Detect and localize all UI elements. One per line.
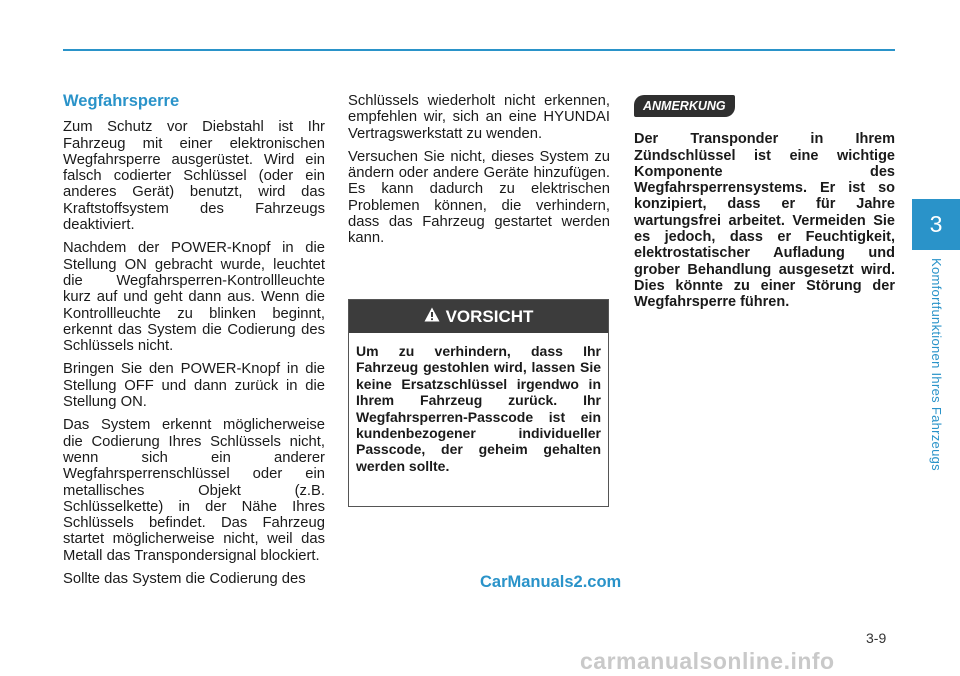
chapter-title-text: Komfortfunktionen Ihres Fahrzeugs [929,258,944,471]
paragraph: Bringen Sie den POWER-Knopf in die Stellung OFF und dann zurück in die Stellung ON. [63,361,325,411]
paragraph: Zum Schutz vor Diebstahl ist Ihr Fahrzeug mit einer elektronischen Wegfahrsperre ausgerüstet. Wird ein falsch codierter Schlüssel (oder ein anderes Gerät) benutzt, wird das Kraftstoffsystem des Fahrzeugs deaktiviert. [63,119,325,234]
caution-box [348,299,609,507]
footer-watermark: carmanualsonline.info [580,648,835,674]
watermark-link[interactable]: CarManuals2.com [480,573,622,591]
note-text: Der Transponder in Ihrem Zündschlüssel ist eine wichtige Komponente des Wegfahrsperrensystems. Er ist so konzipiert, dass er für Jahre wartungsfrei arbeitet. Vermeiden Sie es jedoch, dass er Feuchtigkeit, elektrostatischer Aufladung und grober Behandlung ausgesetzt wird. Dies könnte zu einer Störung der Wegfahrsperre führen. [634,131,895,311]
caution-header [349,300,608,333]
paragraph: Versuchen Sie nicht, dieses System zu ändern oder andere Geräte hinzufügen. Es kann dadurch zu elektrischen Problemen können, die verhindern, dass das Fahrzeug gestartet werden kann. [348,148,610,247]
note-badge: ANMERKUNG [634,95,735,117]
caution-label: VORSICHT [445,306,534,326]
caution-text: Um zu verhindern, dass Ihr Fahrzeug gestohlen wird, lassen Sie keine Ersatzschlüssel irgendwo in Ihrem Fahrzeug zurück. Ihr Wegfahrsperren-Passcode ist ein kundenbezogener individueller Passcode, der geheim gehalten werden sollte. [356,343,601,474]
chapter-title [920,258,944,488]
warning-triangle-icon [424,307,440,327]
paragraph: Nachdem der POWER-Knopf in die Stellung ON gebracht wurde, leuchtet die Wegfahrsperren-Kontrollleuchte kurz auf und geht dann aus. Wenn die Kontrollleuchte zu blinken beginnt, erkennt das System die Codierung des Schlüssels nicht. [63,240,325,355]
page-number: 3-9 [866,630,887,646]
column-right [634,95,895,318]
chapter-tab: 3 [912,199,960,250]
section-heading: Wegfahrsperre [63,92,180,110]
paragraph: Das System erkennt möglicherweise die Codierung Ihres Schlüssels nicht, wenn sich ein anderer Wegfahrsperrenschlüssel oder ein metallisches Objekt (z.B. Schlüsselkette) in der Nähe Ihres Schlüssels befindet. Das Fahrzeug startet möglicherweise nicht, weil das Metall das Transpondersignal blockiert. [63,417,325,564]
paragraph: Sollte das System die Codierung des [63,571,306,588]
paragraph: Schlüssels wiederholt nicht erkennen, empfehlen wir, sich an eine HYUNDAI Vertragswerkstatt zu wenden. [348,93,610,142]
header-rule [63,49,895,51]
column-left [63,93,325,594]
column-middle [348,93,610,254]
